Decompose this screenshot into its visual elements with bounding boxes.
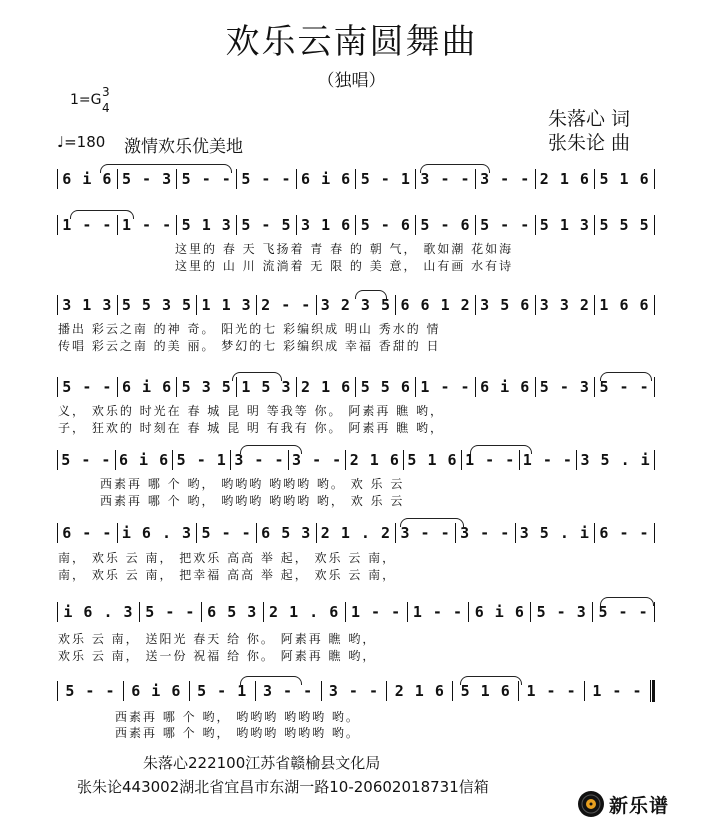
bar-line	[535, 377, 536, 397]
measure: 3 5 . i	[580, 451, 651, 469]
measure: 5 - -	[61, 451, 112, 469]
tie-mark	[400, 518, 464, 527]
measure: 5 3 5	[181, 378, 232, 396]
bar-line	[57, 169, 58, 189]
measure: 3 - -	[400, 524, 451, 542]
bar-line	[535, 295, 536, 315]
bar-line	[594, 377, 595, 397]
measure: 5 - -	[201, 524, 252, 542]
measure: 3 - -	[234, 451, 285, 469]
measure: 1 - -	[592, 682, 643, 700]
measure: 3 - -	[460, 524, 511, 542]
bar-line	[594, 169, 595, 189]
time-signature-top: 3	[102, 85, 110, 99]
lyric-line: 这里的 春 天 飞扬着 青 春 的 朝 气， 歌如潮 花如海	[175, 242, 514, 256]
measure: 1 - -	[420, 378, 471, 396]
bar-line	[57, 450, 58, 470]
bar-line	[57, 215, 58, 235]
bar-line	[594, 523, 595, 543]
bar-line	[475, 377, 476, 397]
bar-line	[256, 523, 257, 543]
measure: i 6 . 3	[63, 603, 134, 621]
bar-line	[654, 215, 655, 235]
bar-line	[403, 450, 404, 470]
bar-line	[461, 450, 462, 470]
bar-line	[57, 523, 58, 543]
bar-line	[654, 602, 655, 622]
measure: 5 - -	[65, 682, 116, 700]
lyric-line: 欢乐 云 南， 送一份 祝福 给 你。 阿素再 瞧 哟，	[58, 649, 377, 663]
bar-line	[592, 602, 593, 622]
bar-line	[530, 602, 531, 622]
measure: 3 1 3	[62, 296, 113, 314]
logo-text: 新乐谱	[609, 794, 670, 817]
bar-line	[654, 377, 655, 397]
bar-line	[515, 523, 516, 543]
measure: 5 - -	[599, 378, 650, 396]
bar-line	[263, 602, 264, 622]
bar-line	[415, 215, 416, 235]
bar-line	[57, 681, 58, 701]
measure: 5 - 6	[360, 216, 411, 234]
bar-line	[296, 215, 297, 235]
tie-mark	[355, 290, 387, 299]
expression-marking: 激情欢乐优美地	[124, 137, 243, 157]
bar-line	[468, 602, 469, 622]
measure: 5 - 3	[539, 378, 590, 396]
bar-line	[452, 681, 453, 701]
bar-line	[57, 295, 58, 315]
measure: 5 - 3	[536, 603, 587, 621]
tie-mark	[240, 676, 302, 685]
measure: 1 5 3	[241, 378, 292, 396]
measure: 3 3 2	[539, 296, 590, 314]
bar-line	[345, 602, 346, 622]
measure: 5 - -	[241, 170, 292, 188]
score-line-8	[57, 680, 655, 702]
measure: 1 - -	[465, 451, 516, 469]
measure: 5 1 6	[460, 682, 511, 700]
final-bar-line	[650, 680, 655, 702]
measure: 5 - 5	[241, 216, 292, 234]
measure: 6 - -	[599, 524, 650, 542]
measure: 5 - 6	[420, 216, 471, 234]
tie-mark	[420, 164, 490, 173]
lyric-line: 西素再 哪 个 哟， 哟哟哟 哟哟哟 哟。	[115, 710, 360, 724]
measure: 1 - -	[522, 451, 573, 469]
bar-line	[57, 602, 58, 622]
lyric-line: 这里的 山 川 流淌着 无 限 的 美 意， 山有画 水有诗	[175, 259, 514, 273]
measure: 5 - -	[145, 603, 196, 621]
composer-credit: 张朱论 曲	[548, 132, 631, 154]
lyric-line: 欢乐 云 南， 送阳光 春天 给 你。 阿素再 瞧 哟，	[58, 632, 377, 646]
bar-line	[296, 377, 297, 397]
bar-line	[355, 377, 356, 397]
lyric-line: 西素再 哪 个 哟， 哟哟哟 哟哟哟 哟。	[115, 726, 360, 740]
measure: 1 - -	[121, 216, 173, 234]
bar-line	[201, 602, 202, 622]
bar-line	[475, 295, 476, 315]
bar-line	[176, 377, 177, 397]
lyric-line: 义， 欢乐的 时光在 春 城 昆 明 等我等 你。 阿素再 瞧 哟，	[58, 404, 444, 418]
measure: 5 - 1	[176, 451, 227, 469]
bar-line	[594, 215, 595, 235]
tie-mark	[600, 597, 654, 606]
measure: 6 i 6	[474, 603, 525, 621]
measure: 5 1 6	[599, 170, 650, 188]
bar-line	[654, 295, 655, 315]
bar-line	[123, 681, 124, 701]
bar-line	[172, 450, 173, 470]
bar-line	[355, 215, 356, 235]
bar-line	[57, 377, 58, 397]
lyricist-credit: 朱落心 词	[548, 108, 631, 130]
lyric-line: 南， 欢乐 云 南， 把幸福 高高 举 起， 欢乐 云 南，	[58, 568, 397, 582]
measure: 5 5 5	[599, 216, 650, 234]
measure: 5 5 3 5	[121, 296, 193, 314]
measure: 1 6 6	[599, 296, 650, 314]
bar-line	[321, 681, 322, 701]
score-line-5	[57, 449, 655, 471]
measure: 2 1 6	[394, 682, 445, 700]
bar-line	[117, 295, 118, 315]
measure: 6 i 6	[118, 451, 170, 469]
bar-line	[576, 450, 577, 470]
lyric-line: 播出 彩云之南 的神 奇。 阳光的七 彩编织成 明山 秀水的 情	[58, 322, 441, 336]
measure: 6 6 1 2	[400, 296, 471, 314]
time-signature-bottom: 4	[102, 101, 110, 115]
bar-line	[189, 681, 190, 701]
bar-line	[654, 523, 655, 543]
measure: 3 5 6	[480, 296, 531, 314]
tie-mark	[240, 445, 302, 454]
bar-line	[117, 523, 118, 543]
measure: 2 1 6	[349, 451, 400, 469]
measure: 6 i 6	[301, 170, 352, 188]
bar-line	[115, 450, 116, 470]
tie-mark	[470, 445, 532, 454]
bar-line	[654, 450, 655, 470]
bar-line	[236, 169, 237, 189]
score-line-6	[57, 522, 655, 544]
measure: 5 1 6	[407, 451, 458, 469]
bar-line	[415, 169, 416, 189]
bar-line	[196, 295, 197, 315]
measure: 2 1 . 6	[269, 603, 340, 621]
measure: 1 - -	[350, 603, 402, 621]
song-subtitle: （独唱）	[317, 71, 386, 91]
measure: 1 - -	[526, 682, 577, 700]
measure: 1 - -	[62, 216, 113, 234]
bar-line	[407, 602, 408, 622]
measure: i 6 . 3	[121, 524, 193, 542]
lyric-line: 西素再 哪 个 哟， 哟哟哟 哟哟哟 哟， 欢 乐 云	[100, 494, 405, 508]
measure: 6 i 6	[121, 378, 173, 396]
tempo-value: =180	[64, 133, 106, 151]
tie-mark	[100, 164, 232, 173]
lyric-line: 传唱 彩云之南 的美 丽。 梦幻的七 彩编织成 幸福 香甜的 日	[58, 339, 441, 353]
measure: 1 - -	[412, 603, 464, 621]
measure: 3 5 . i	[519, 524, 590, 542]
bar-line	[654, 169, 655, 189]
measure: 5 5 6	[360, 378, 411, 396]
measure: 3 2 3 5	[320, 296, 392, 314]
bar-line	[386, 681, 387, 701]
score-line-4	[57, 376, 655, 398]
composer-address: 张朱论443002湖北省宜昌市东湖一路10-20602018731信箱	[77, 778, 489, 796]
bar-line	[345, 450, 346, 470]
measure: 6 i 6	[62, 170, 113, 188]
measure: 5 - 1	[197, 682, 248, 700]
score-line-2	[57, 214, 655, 236]
bar-line	[594, 295, 595, 315]
song-title: 欢乐云南圆舞曲	[225, 22, 478, 62]
bar-line	[256, 295, 257, 315]
measure: 2 1 6	[539, 170, 590, 188]
measure: 1 1 3	[201, 296, 252, 314]
bar-line	[535, 169, 536, 189]
bar-line	[316, 523, 317, 543]
bar-line	[316, 295, 317, 315]
tempo-marking	[57, 133, 105, 151]
lyric-line: 西素再 哪 个 哟， 哟哟哟 哟哟哟 哟。 欢 乐 云	[100, 477, 405, 491]
measure: 2 1 6	[301, 378, 352, 396]
quarter-note-icon: ♩	[57, 133, 65, 151]
bar-line	[196, 523, 197, 543]
bar-line	[355, 169, 356, 189]
score-line-7	[57, 601, 655, 623]
measure: 5 - 3	[121, 170, 173, 188]
measure: 6 5 3	[261, 524, 312, 542]
vinyl-record-icon	[577, 790, 605, 818]
lyric-line: 子， 狂欢的 时刻在 春 城 昆 明 有我有 你。 阿素再 瞧 哟，	[58, 421, 444, 435]
bar-line	[296, 169, 297, 189]
bar-line	[395, 523, 396, 543]
bar-line	[415, 377, 416, 397]
tie-mark	[460, 676, 522, 685]
bar-line	[475, 215, 476, 235]
measure: 6 - -	[62, 524, 113, 542]
measure: 3 - -	[262, 682, 314, 700]
bar-line	[236, 215, 237, 235]
measure: 3 - -	[420, 170, 471, 188]
bar-line	[139, 602, 140, 622]
tie-mark	[70, 210, 134, 219]
measure: 5 - -	[181, 170, 232, 188]
measure: 6 i 6	[480, 378, 531, 396]
bar-line	[535, 215, 536, 235]
bar-line	[230, 450, 231, 470]
measure: 3 - -	[480, 170, 531, 188]
key-signature: 1=G	[70, 92, 102, 108]
tie-mark	[232, 372, 282, 381]
measure: 5 - 1	[360, 170, 411, 188]
measure: 3 1 6	[301, 216, 352, 234]
measure: 3 - -	[292, 451, 343, 469]
measure: 5 1 3	[181, 216, 232, 234]
bar-line	[176, 215, 177, 235]
bar-line	[584, 681, 585, 701]
tie-mark	[600, 372, 652, 381]
bar-line	[395, 295, 396, 315]
measure: 2 1 . 2	[320, 524, 392, 542]
measure: 5 - -	[598, 603, 649, 621]
measure: 6 i 6	[131, 682, 182, 700]
measure: 3 - -	[328, 682, 380, 700]
site-logo	[577, 790, 669, 818]
bar-line	[117, 377, 118, 397]
lyric-line: 南， 欢乐 云 南， 把欢乐 高高 举 起， 欢乐 云 南，	[58, 551, 397, 565]
measure: 6 5 3	[207, 603, 258, 621]
measure: 5 - -	[62, 378, 113, 396]
measure: 5 1 3	[539, 216, 590, 234]
lyricist-address: 朱落心222100江苏省赣榆县文化局	[143, 754, 381, 772]
measure: 5 - -	[480, 216, 531, 234]
measure: 2 - -	[261, 296, 312, 314]
